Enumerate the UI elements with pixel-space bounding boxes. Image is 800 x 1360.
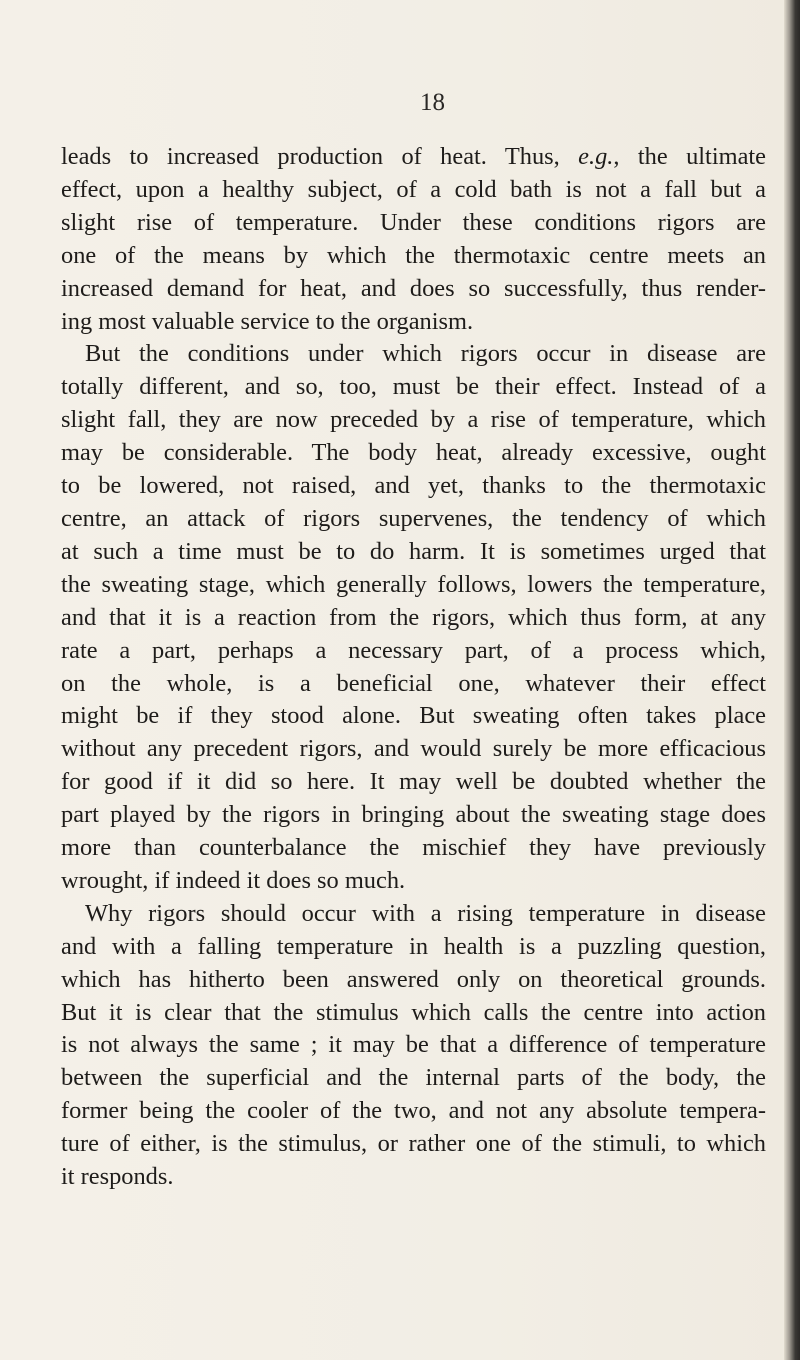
text-line: on the whole, is a beneficial one, whatever their effect <box>61 669 766 697</box>
text-line: the sweating stage, which generally follows, lowers the temperature, <box>61 570 766 598</box>
text-line: rate a part, perhaps a necessary part, of a process which, <box>61 636 766 664</box>
text-line: between the superficial and the internal parts of the body, the <box>61 1064 766 1092</box>
text-line: totally different, and so, too, must be their effect. Instead of a <box>61 373 766 401</box>
text-line: centre, an attack of rigors supervenes, the tendency of which <box>61 504 766 532</box>
text-line: former being the cooler of the two, and not any absolute tempera- <box>61 1097 766 1125</box>
text-line: is not always the same ; it may be that a difference of temperature <box>61 1031 766 1059</box>
text-line: part played by the rigors in bringing about the sweating stage does <box>61 801 766 829</box>
text-line: more than counterbalance the mischief they have previously <box>61 834 766 862</box>
text-line: slight fall, they are now preceded by a rise of temperature, which <box>61 406 766 434</box>
text-line: for good if it did so here. It may well be doubted whether the <box>61 768 766 796</box>
text-line: and that it is a reaction from the rigors, which thus form, at any <box>61 603 766 631</box>
page-number: 18 <box>420 89 445 116</box>
text-line: one of the means by which the thermotaxic centre meets an <box>61 241 766 269</box>
page-binding-edge <box>784 0 800 1360</box>
paragraph-3 <box>61 898 766 1194</box>
text-line: leads to increased production of heat. Thus, e.g., the ultimate <box>61 143 767 170</box>
paragraph-1 <box>61 141 766 338</box>
text-line: and with a falling temperature in health is a puzzling question, <box>61 932 766 960</box>
text-line: which has hitherto been answered only on theoretical grounds. <box>61 965 766 993</box>
text-line: slight rise of temperature. Under these conditions rigors are <box>61 208 766 236</box>
text-line: it responds. <box>61 1163 174 1191</box>
text-line: But it is clear that the stimulus which calls the centre into action <box>61 998 766 1026</box>
italic-abbreviation: e.g. <box>578 143 614 170</box>
text-line: increased demand for heat, and does so successfully, thus render- <box>61 274 766 302</box>
text-line: ing most valuable service to the organism. <box>61 307 474 335</box>
text-line: ture of either, is the stimulus, or rather one of the stimuli, to which <box>61 1130 766 1158</box>
text-line: might be if they stood alone. But sweating often takes place <box>61 702 766 730</box>
text-line: at such a time must be to do harm. It is sometimes urged that <box>61 537 766 565</box>
text-line: effect, upon a healthy subject, of a cold bath is not a fall but a <box>61 175 766 203</box>
text-line: But the conditions under which rigors occur in disease are <box>85 340 766 368</box>
text-line: wrought, if indeed it does so much. <box>61 866 406 894</box>
text-line: may be considerable. The body heat, already excessive, ought <box>61 439 766 467</box>
text-line: Why rigors should occur with a rising temperature in disease <box>85 899 766 927</box>
page-body-text <box>61 141 766 1194</box>
paragraph-2 <box>61 338 766 897</box>
text-line: without any precedent rigors, and would surely be more efficacious <box>61 735 766 763</box>
text-line: to be lowered, not raised, and yet, thanks to the thermotaxic <box>61 472 766 500</box>
